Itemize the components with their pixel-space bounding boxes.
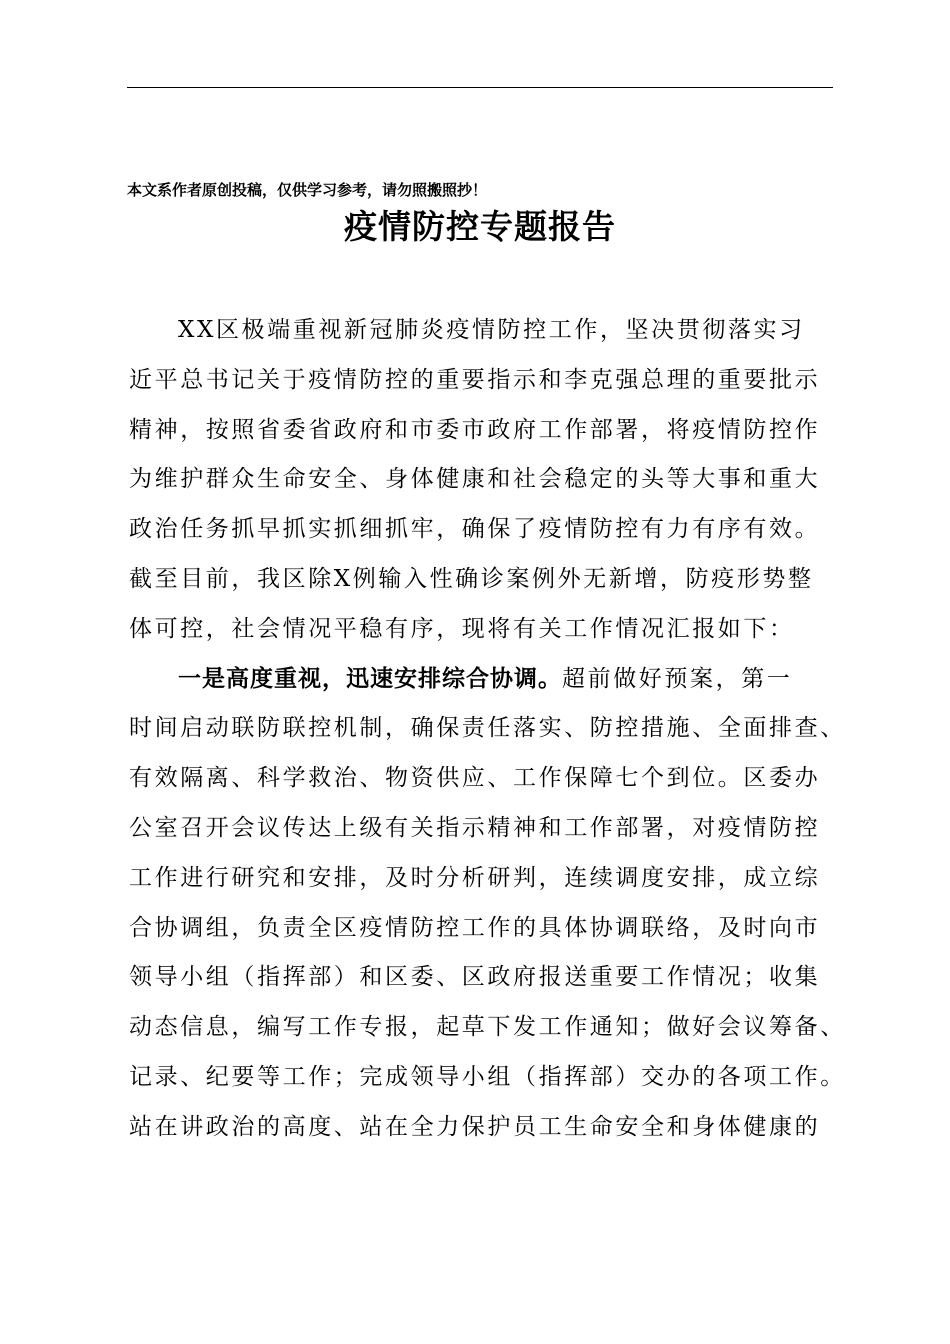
paragraph-line: [129, 655, 849, 705]
paragraph-line: XX区极端重视新冠肺炎疫情防控工作，坚决贯彻落实习: [178, 317, 805, 343]
paragraph-line: 为维护群众生命安全、身体健康和社会稳定的头等大事和重大: [129, 466, 821, 493]
paragraph-line: 记录、纪要等工作；完成领导小组（指挥部）交办的各项工作。: [129, 1063, 846, 1090]
header-rule: [127, 87, 833, 88]
paragraph-line: 合协调组，负责全区疫情防控工作的具体协调联络，及时向市: [129, 914, 821, 941]
paragraph-text: 超前做好预案，第一: [562, 665, 793, 692]
paragraph-line: 政治任务抓早抓实抓细抓牢，确保了疫情防控有力有序有效。: [129, 516, 821, 543]
document-body: [129, 306, 849, 1153]
paragraph-line: 体可控，社会情况平稳有序，现将有关工作情况汇报如下：: [129, 615, 795, 642]
document-title: 疫情防控专题报告: [344, 207, 616, 246]
paragraph-line: 截至目前，我区除X例输入性确诊案例外无新增，防疫形势整: [129, 565, 814, 592]
paragraph-line: 领导小组（指挥部）和区委、区政府报送重要工作情况；收集: [129, 964, 821, 991]
paragraph-line: 时间启动联防联控机制，确保责任落实、防控措施、全面排查、: [129, 715, 846, 742]
paragraph-line: 工作进行研究和安排，及时分析研判，连续调度安排，成立综: [129, 864, 821, 891]
paragraph-line: 精神，按照省委省政府和市委市政府工作部署，将疫情防控作: [129, 416, 821, 443]
paragraph-line: 有效隔离、科学救治、物资供应、工作保障七个到位。区委办: [129, 765, 821, 792]
paragraph-line: 站在讲政治的高度、站在全力保护员工生命安全和身体健康的: [129, 1113, 821, 1140]
copyright-notice: 本文系作者原创投稿，仅供学习参考，请勿照搬照抄！: [127, 181, 488, 199]
paragraph-line: 动态信息，编写工作专报，起草下发工作通知；做好会议筹备、: [129, 1014, 846, 1041]
paragraph-line: 近平总书记关于疫情防控的重要指示和李克强总理的重要批示: [129, 366, 821, 393]
paragraph-line: 公室召开会议传达上级有关指示精神和工作部署，对疫情防控: [129, 814, 821, 841]
section-heading: 一是高度重视，迅速安排综合协调。: [178, 665, 562, 692]
